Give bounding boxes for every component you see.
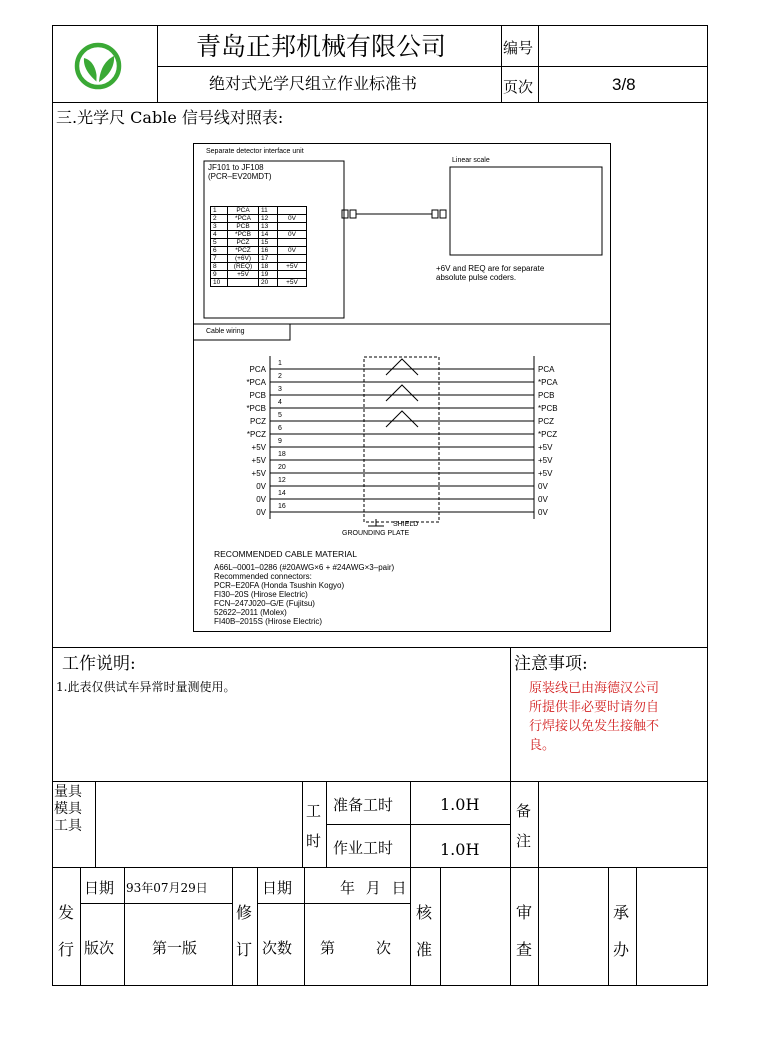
- wire-right-label: +5V: [538, 456, 553, 465]
- pin-cell: [228, 279, 259, 287]
- tools-label-mold: 模具: [54, 801, 82, 817]
- wire-right-label: 0V: [538, 495, 548, 504]
- material-line: PCR–E20FA (Honda Tsushin Kogyo): [214, 581, 345, 590]
- pin-cell: PCA: [228, 207, 259, 215]
- pin-cell: 8: [211, 263, 228, 271]
- pin-cell: [278, 255, 307, 263]
- pin-cell: 20: [259, 279, 278, 287]
- pin-cell: 17: [259, 255, 278, 263]
- wire-left-label: 0V: [256, 495, 266, 504]
- work-text: 1.此表仅供试车异常时量测使用。: [56, 680, 236, 694]
- remark-label-bottom: 注: [516, 832, 532, 850]
- pin-cell: 3: [211, 223, 228, 231]
- wire-right-label: +5V: [538, 443, 553, 452]
- wire-pin-number: 3: [278, 386, 282, 393]
- wire-left-label: PCB: [249, 391, 266, 400]
- pin-cell: 16: [259, 247, 278, 255]
- version-value: 第一版: [152, 939, 198, 957]
- wire-pin-number: 2: [278, 373, 282, 380]
- pin-cell: 14: [259, 231, 278, 239]
- wire-left-label: +5V: [251, 443, 266, 452]
- pin-cell: 9: [211, 271, 228, 279]
- pin-cell: (+6V): [228, 255, 259, 263]
- unit-model: JF101 to JF108: [208, 163, 264, 172]
- pin-cell: +5V: [278, 279, 307, 287]
- pin-cell: PCZ: [228, 239, 259, 247]
- handle-label-top: 承: [613, 903, 630, 922]
- unit-title: Separate detector interface unit: [206, 148, 304, 155]
- wire-left-label: *PCA: [246, 378, 266, 387]
- prep-time-value: 1.0H: [440, 795, 480, 814]
- revise-count-label: 次数: [262, 939, 293, 957]
- pin-cell: 1: [211, 207, 228, 215]
- pin-cell: (REQ): [228, 263, 259, 271]
- tools-label-measure: 量具: [54, 784, 82, 800]
- pin-cell: 18: [259, 263, 278, 271]
- work-title: 工作说明:: [62, 654, 136, 674]
- wire-right-label: *PCB: [538, 404, 558, 413]
- linear-scale-label: Linear scale: [452, 157, 490, 164]
- wire-left-label: 0V: [256, 482, 266, 491]
- pin-cell: [278, 239, 307, 247]
- notes-line-2: 所提供非必要时请勿自: [529, 700, 660, 715]
- wire-left-label: *PCZ: [246, 430, 266, 439]
- pin-row: [211, 255, 307, 263]
- pin-cell: 0V: [278, 231, 307, 239]
- cable-wiring-label: Cable wiring: [206, 328, 245, 335]
- issue-date-value: 93年07月29日: [126, 881, 208, 895]
- pin-cell: 11: [259, 207, 278, 215]
- wire-right-label: *PCZ: [538, 430, 558, 439]
- pin-cell: +5V: [278, 263, 307, 271]
- revise-date-label: 日期: [262, 879, 293, 897]
- notes-line-1: 原装线已由海德汉公司: [529, 681, 660, 696]
- material-line: FCN–247J020–G/E (Fujitsu): [214, 599, 315, 608]
- wire-pin-number: 14: [278, 490, 286, 497]
- pin-cell: [278, 223, 307, 231]
- wire-pin-number: 12: [278, 477, 286, 484]
- wire-right-label: PCZ: [538, 417, 554, 426]
- pin-cell: 5: [211, 239, 228, 247]
- notes-title: 注意事项:: [514, 654, 588, 674]
- wire-right-label: 0V: [538, 482, 548, 491]
- wire-right-label: 0V: [538, 508, 548, 517]
- cable-diagram: [193, 143, 611, 632]
- pin-row: [211, 231, 307, 239]
- pin-cell: 6: [211, 247, 228, 255]
- pin-row: [211, 215, 307, 223]
- pin-cell: 19: [259, 271, 278, 279]
- wire-left-label: PCA: [249, 365, 266, 374]
- pin-cell: 12: [259, 215, 278, 223]
- approve-label-top: 核: [416, 903, 433, 922]
- wire-pin-number: 20: [278, 464, 286, 471]
- pin-cell: 0V: [278, 215, 307, 223]
- pin-cell: 10: [211, 279, 228, 287]
- grounding-plate-label: GROUNDING PLATE: [342, 530, 410, 537]
- handle-label-bottom: 办: [613, 940, 630, 959]
- review-label-top: 审: [516, 903, 533, 922]
- notes-line-3: 行焊接以免发生接触不: [529, 719, 660, 734]
- prep-time-label: 准备工时: [333, 796, 394, 814]
- wiring-lines: [270, 356, 534, 526]
- version-label: 版次: [84, 939, 115, 957]
- wire-pin-number: 1: [278, 360, 282, 367]
- page-label: 页次: [503, 78, 534, 96]
- wire-pin-number: 5: [278, 412, 282, 419]
- wire-pin-number: 16: [278, 503, 286, 510]
- revise-label-top: 修: [236, 903, 253, 922]
- material-line: Recommended connectors:: [214, 572, 312, 581]
- document-title: 绝对式光学尺组立作业标准书: [209, 74, 418, 93]
- unit-connector: (PCR–EV20MDT): [208, 172, 272, 181]
- section-title: 三.光学尺 Cable 信号线对照表:: [56, 108, 284, 127]
- remark-label-top: 备: [516, 802, 532, 820]
- approve-label-bottom: 准: [416, 940, 433, 959]
- wire-pin-number: 4: [278, 399, 282, 406]
- wire-right-label: PCA: [538, 365, 555, 374]
- pin-row: [211, 247, 307, 255]
- wire-left-label: 0V: [256, 508, 266, 517]
- revise-date-value: 年 月 日: [340, 879, 407, 897]
- pin-cell: *PCB: [228, 231, 259, 239]
- wire-left-label: PCZ: [250, 417, 266, 426]
- hours-label-top: 工: [306, 802, 322, 820]
- page-number: 3/8: [612, 75, 636, 94]
- wire-right-label: PCB: [538, 391, 555, 400]
- issue-label-top: 发: [58, 903, 75, 922]
- supply-note-2: absolute pulse coders.: [436, 273, 517, 282]
- issue-label-bottom: 行: [58, 940, 75, 959]
- pin-row: [211, 207, 307, 215]
- pin-cell: +5V: [228, 271, 259, 279]
- pin-cell: 4: [211, 231, 228, 239]
- wire-right-label: *PCA: [538, 378, 558, 387]
- material-title: RECOMMENDED CABLE MATERIAL: [214, 549, 357, 559]
- wire-left-label: +5V: [251, 469, 266, 478]
- pin-cell: [278, 271, 307, 279]
- pin-table: [210, 206, 307, 287]
- material-line: A66L–0001–0286 (#20AWG×6 + #24AWG×3–pair): [214, 563, 395, 572]
- pin-cell: 2: [211, 215, 228, 223]
- pin-row: [211, 239, 307, 247]
- revise-label-bottom: 订: [236, 940, 253, 959]
- notes-line-4: 良。: [529, 738, 556, 753]
- pin-cell: 13: [259, 223, 278, 231]
- wire-pin-number: 18: [278, 451, 286, 458]
- wire-left-label: *PCB: [246, 404, 266, 413]
- pin-cell: 0V: [278, 247, 307, 255]
- pin-row: [211, 263, 307, 271]
- revise-count-suffix: 次: [376, 939, 392, 957]
- company-name: 青岛正邦机械有限公司: [196, 32, 447, 61]
- supply-note-1: +6V and REQ are for separate: [436, 264, 545, 273]
- tools-label-tool: 工具: [54, 818, 82, 834]
- code-label: 编号: [503, 39, 534, 57]
- work-time-value: 1.0H: [440, 840, 480, 859]
- issue-date-label: 日期: [84, 879, 115, 897]
- pin-row: [211, 223, 307, 231]
- material-line: 52622–2011 (Molex): [214, 608, 287, 617]
- pin-row: [211, 271, 307, 279]
- wire-left-label: +5V: [251, 456, 266, 465]
- wire-pin-number: 6: [278, 425, 282, 432]
- review-label-bottom: 查: [516, 940, 533, 959]
- revise-count-prefix: 第: [320, 939, 336, 957]
- wire-pin-number: 9: [278, 438, 282, 445]
- company-logo: [70, 38, 126, 94]
- pin-cell: [278, 207, 307, 215]
- work-time-label: 作业工时: [333, 839, 394, 857]
- pin-cell: *PCZ: [228, 247, 259, 255]
- pin-row: [211, 279, 307, 287]
- shield-label: SHIELD: [393, 521, 419, 528]
- leaf-logo-icon: [70, 38, 126, 94]
- material-line: FI40B–2015S (Hirose Electric): [214, 617, 323, 626]
- pin-cell: 15: [259, 239, 278, 247]
- pin-cell: PCB: [228, 223, 259, 231]
- pin-cell: 7: [211, 255, 228, 263]
- material-line: FI30–20S (Hirose Electric): [214, 590, 308, 599]
- wire-right-label: +5V: [538, 469, 553, 478]
- pin-cell: *PCA: [228, 215, 259, 223]
- hours-label-bottom: 时: [306, 832, 322, 850]
